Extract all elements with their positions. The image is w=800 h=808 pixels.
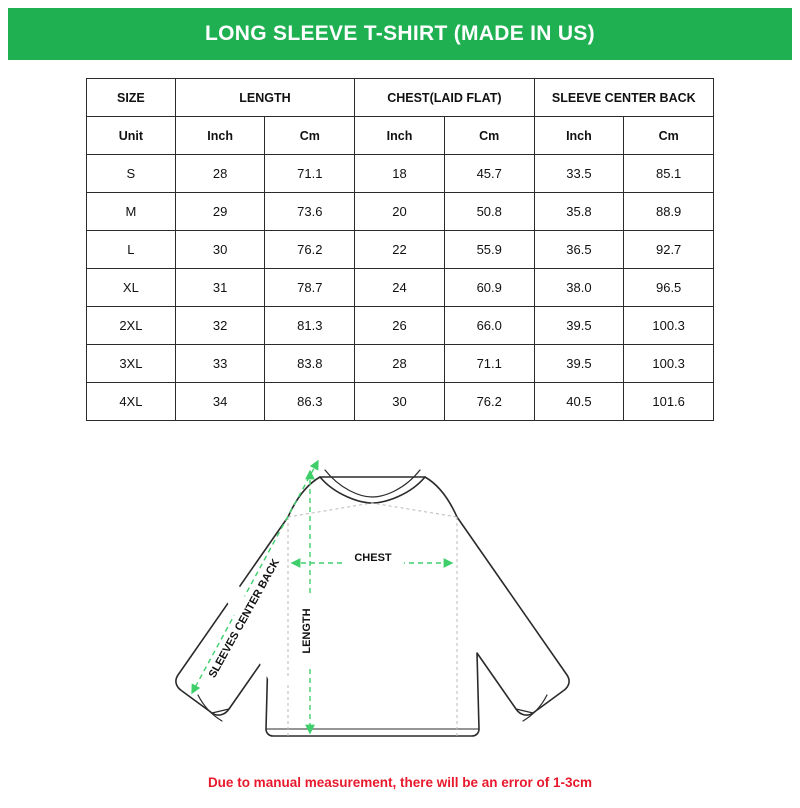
row-size: L (87, 231, 176, 269)
size-table (86, 78, 714, 421)
garment-diagram (120, 437, 680, 757)
sleeve-label: SLEEVES CENTER BACK (206, 557, 283, 680)
cell-chest-inch: 28 (355, 345, 445, 383)
header-length: LENGTH (175, 79, 354, 117)
table-row (87, 155, 714, 193)
measurement-disclaimer: Due to manual measurement, there will be an error of 1-3cm (207, 775, 593, 790)
cell-sleeve-inch: 38.0 (534, 269, 624, 307)
cell-length-inch: 31 (175, 269, 265, 307)
cell-length-cm: 73.6 (265, 193, 355, 231)
header-chest: CHEST(LAID FLAT) (355, 79, 534, 117)
table-unit-row (87, 117, 714, 155)
cell-sleeve-cm: 88.9 (624, 193, 714, 231)
unit-chest-cm: Cm (444, 117, 534, 155)
header-sleeve: SLEEVE CENTER BACK (534, 79, 713, 117)
table-row (87, 231, 714, 269)
cell-length-inch: 33 (175, 345, 265, 383)
cell-chest-cm: 60.9 (444, 269, 534, 307)
cell-length-inch: 34 (175, 383, 265, 421)
row-size: 3XL (87, 345, 176, 383)
cell-sleeve-inch: 35.8 (534, 193, 624, 231)
unit-label: Unit (87, 117, 176, 155)
cell-chest-cm: 50.8 (444, 193, 534, 231)
cell-length-inch: 28 (175, 155, 265, 193)
row-size: M (87, 193, 176, 231)
cell-length-cm: 78.7 (265, 269, 355, 307)
cell-chest-cm: 66.0 (444, 307, 534, 345)
row-size: 2XL (87, 307, 176, 345)
cell-chest-inch: 26 (355, 307, 445, 345)
cell-length-cm: 71.1 (265, 155, 355, 193)
cell-length-inch: 29 (175, 193, 265, 231)
cell-sleeve-cm: 92.7 (624, 231, 714, 269)
cell-chest-cm: 55.9 (444, 231, 534, 269)
table-group-header-row (87, 79, 714, 117)
cell-sleeve-cm: 100.3 (624, 345, 714, 383)
cell-sleeve-inch: 33.5 (534, 155, 624, 193)
cell-sleeve-cm: 101.6 (624, 383, 714, 421)
cell-sleeve-cm: 85.1 (624, 155, 714, 193)
table-row (87, 345, 714, 383)
chest-label: CHEST (354, 552, 392, 564)
cell-chest-inch: 18 (355, 155, 445, 193)
cell-length-cm: 76.2 (265, 231, 355, 269)
cell-length-cm: 83.8 (265, 345, 355, 383)
cell-length-inch: 32 (175, 307, 265, 345)
cell-length-cm: 81.3 (265, 307, 355, 345)
cell-sleeve-inch: 39.5 (534, 307, 624, 345)
table-row (87, 269, 714, 307)
row-size: 4XL (87, 383, 176, 421)
row-size: S (87, 155, 176, 193)
unit-sleeve-inch: Inch (534, 117, 624, 155)
cell-chest-inch: 22 (355, 231, 445, 269)
row-size: XL (87, 269, 176, 307)
size-table-wrapper (86, 78, 714, 421)
cell-chest-inch: 24 (355, 269, 445, 307)
size-chart-page (0, 8, 800, 808)
length-label: LENGTH (301, 608, 313, 654)
cell-sleeve-inch: 36.5 (534, 231, 624, 269)
cell-chest-inch: 30 (355, 383, 445, 421)
cell-sleeve-cm: 96.5 (624, 269, 714, 307)
cell-chest-cm: 45.7 (444, 155, 534, 193)
cell-chest-inch: 20 (355, 193, 445, 231)
page-title: LONG SLEEVE T-SHIRT (MADE IN US) (205, 22, 595, 45)
cell-length-inch: 30 (175, 231, 265, 269)
table-row (87, 193, 714, 231)
unit-length-inch: Inch (175, 117, 265, 155)
unit-length-cm: Cm (265, 117, 355, 155)
cell-sleeve-cm: 100.3 (624, 307, 714, 345)
header-banner (8, 8, 792, 60)
cell-sleeve-inch: 40.5 (534, 383, 624, 421)
table-row (87, 383, 714, 421)
table-row (87, 307, 714, 345)
cell-chest-cm: 76.2 (444, 383, 534, 421)
unit-chest-inch: Inch (355, 117, 445, 155)
cell-chest-cm: 71.1 (444, 345, 534, 383)
header-size: SIZE (87, 79, 176, 117)
cell-sleeve-inch: 39.5 (534, 345, 624, 383)
unit-sleeve-cm: Cm (624, 117, 714, 155)
cell-length-cm: 86.3 (265, 383, 355, 421)
